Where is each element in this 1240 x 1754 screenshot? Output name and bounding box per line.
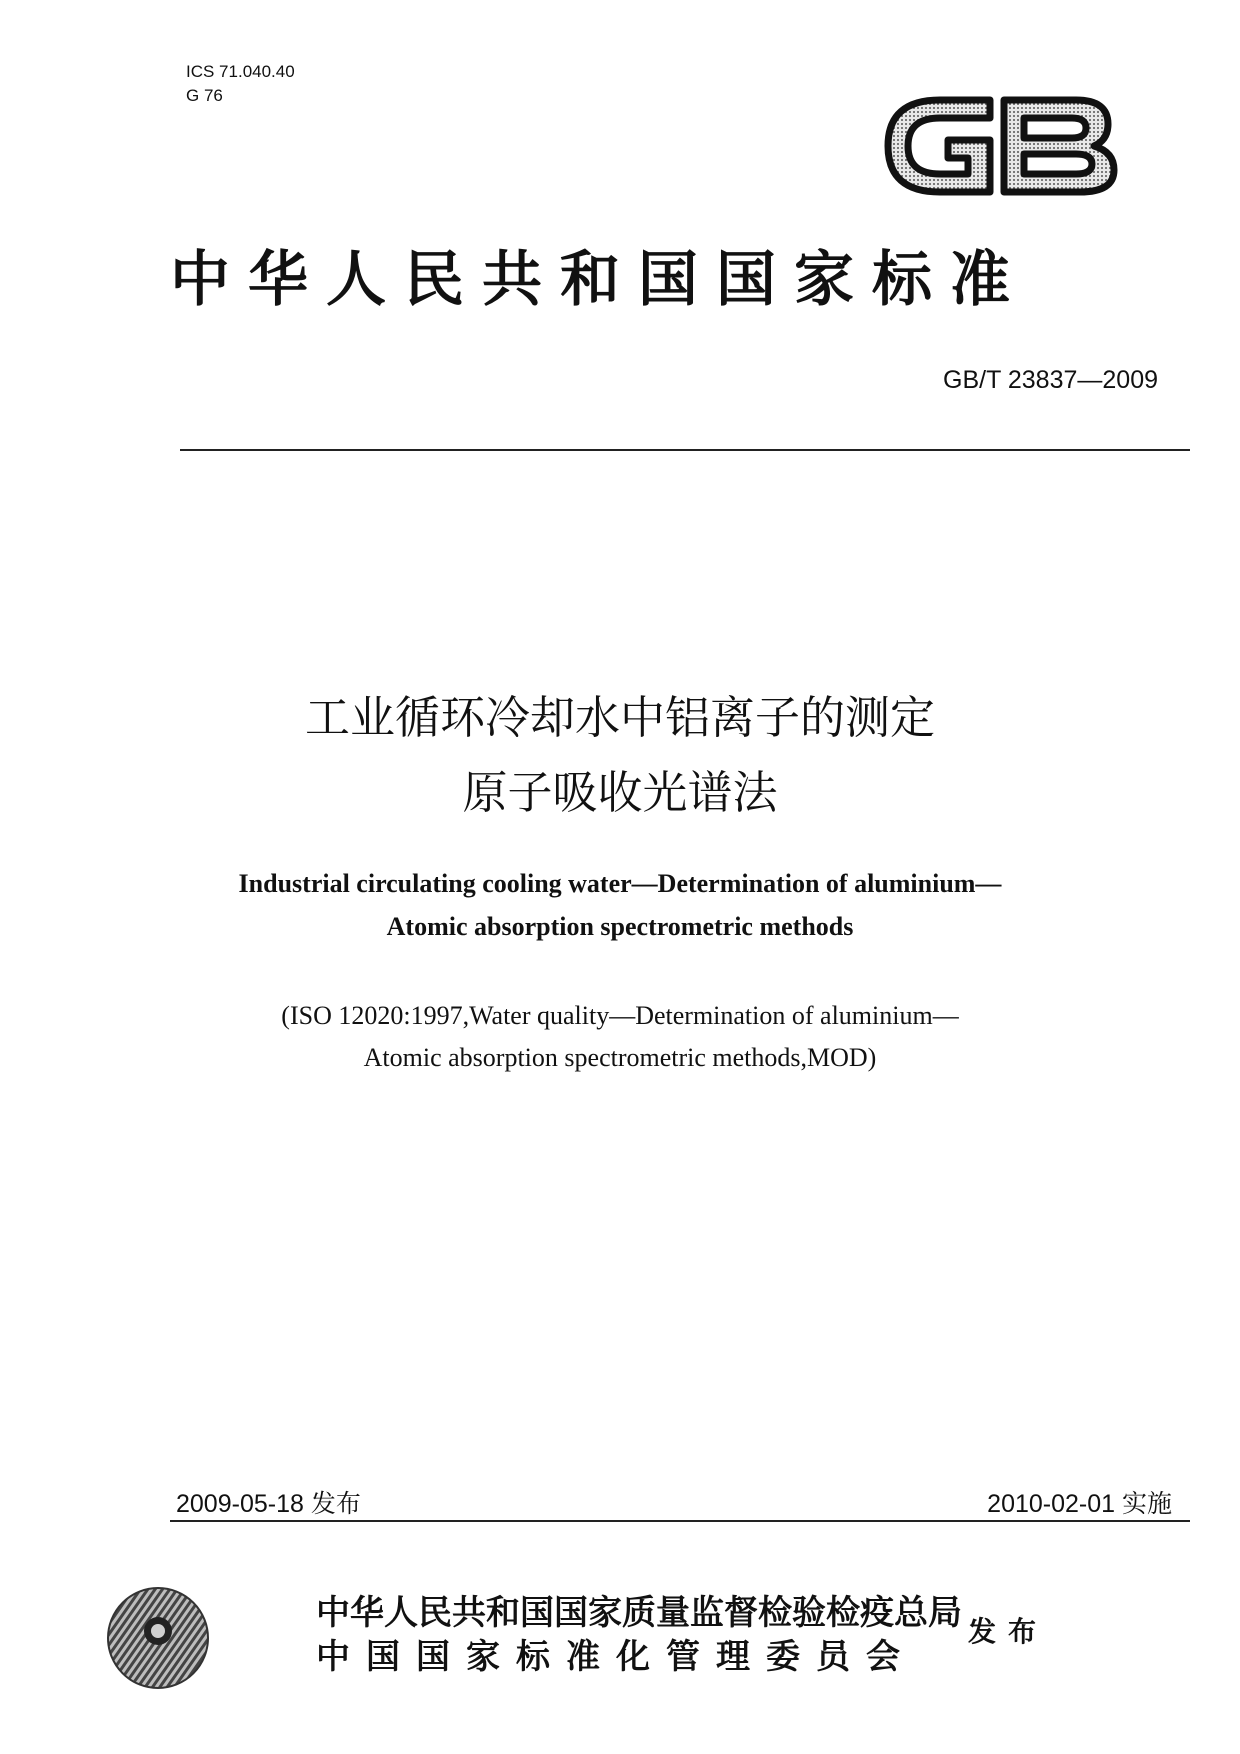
standard-number: GB/T 23837—2009 — [943, 366, 1158, 394]
publish-label: 发布 — [968, 1615, 1049, 1648]
gb-logo-b — [1004, 100, 1114, 192]
classification-block — [186, 60, 295, 108]
header-divider — [180, 449, 1190, 451]
ics-code: ICS 71.040.40 — [186, 62, 295, 81]
issue-date: 2009-05-18 发布 — [176, 1490, 361, 1518]
iso-reference-line-2: Atomic absorption spectrometric methods,MOD) — [363, 1043, 877, 1072]
gb-logo-g — [888, 100, 990, 192]
chinese-title-line-1: 工业循环冷却水中铝离子的测定 — [304, 691, 935, 744]
implementation-date: 2010-02-01 实施 — [987, 1490, 1172, 1518]
national-standard-title: 中华人民共和国国家标准 — [170, 245, 1028, 315]
english-title-line-1: Industrial circulating cooling water—Determination of aluminium— — [238, 869, 1002, 898]
iso-reference-line-1: (ISO 12020:1997,Water quality—Determination of aluminium— — [281, 1001, 959, 1030]
gb-logo — [880, 86, 1125, 206]
footer-divider — [170, 1520, 1190, 1522]
official-seal-icon — [105, 1585, 211, 1691]
english-title-line-2: Atomic absorption spectrometric methods — [386, 912, 854, 941]
issuer-line-2: 中国国家标准化管理委员会 — [316, 1637, 916, 1677]
ccs-code: G 76 — [186, 86, 223, 105]
issuer-line-1: 中华人民共和国国家质量监督检验检疫总局 — [316, 1593, 962, 1633]
chinese-title-line-2: 原子吸收光谱法 — [462, 766, 778, 819]
